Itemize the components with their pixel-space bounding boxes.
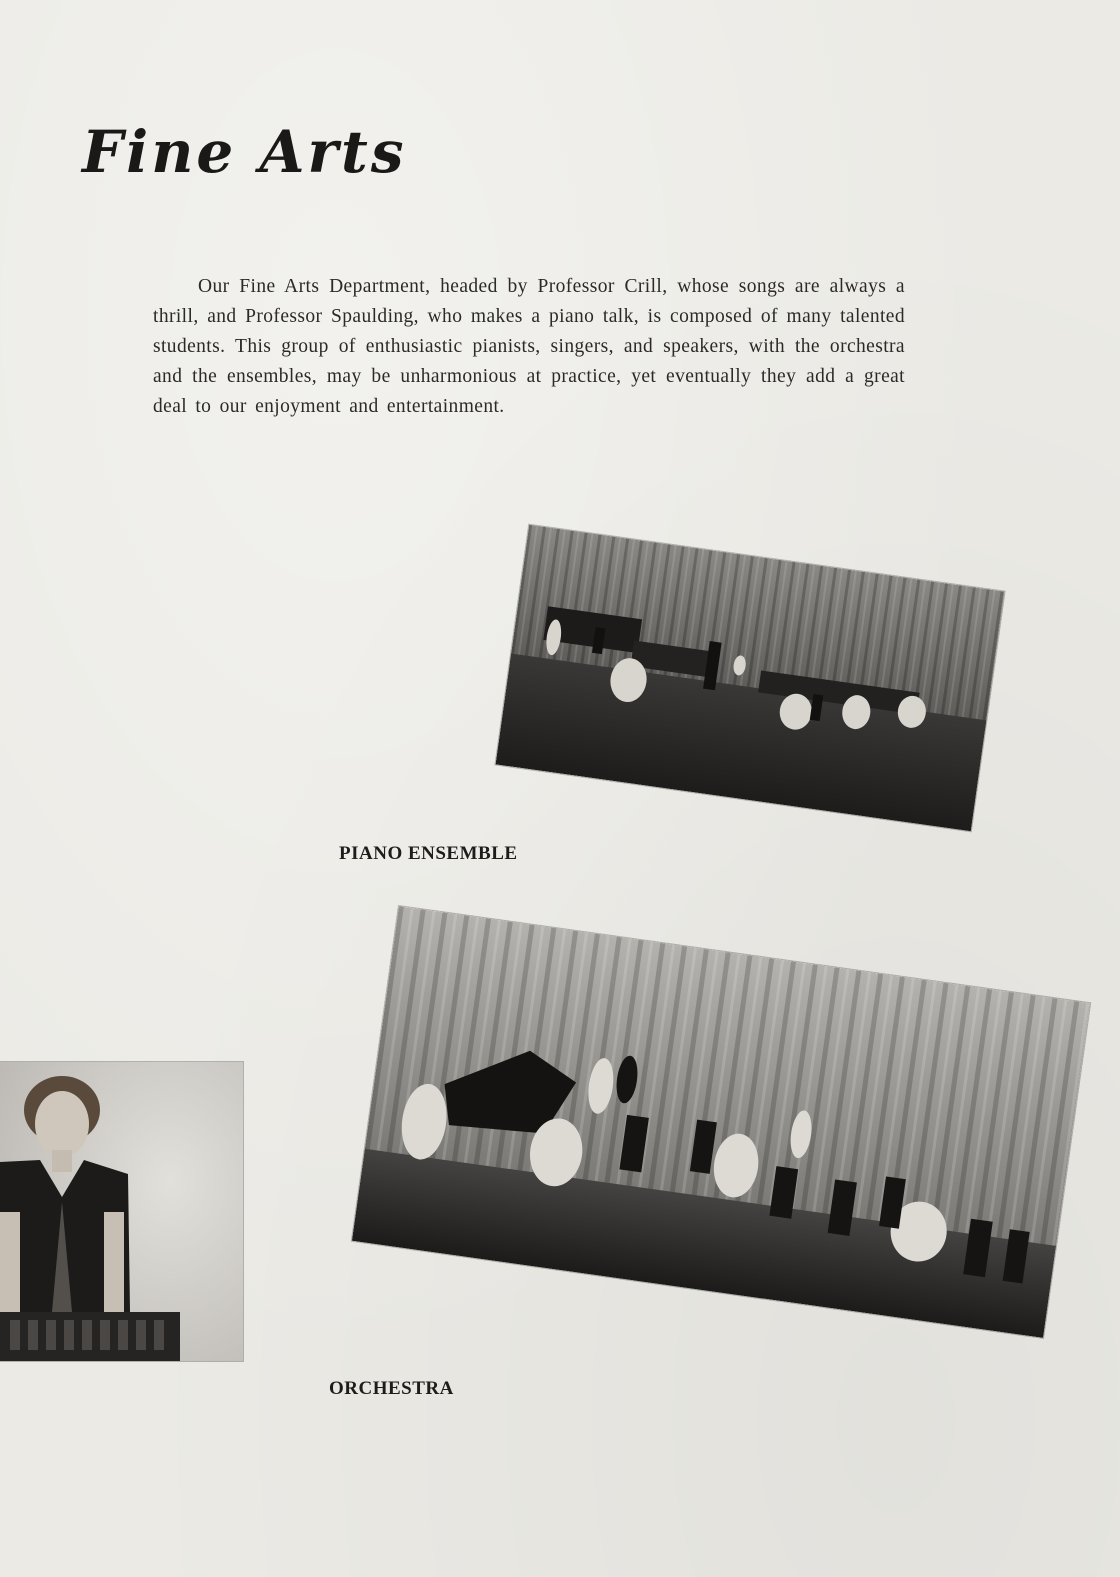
student-portrait-image — [0, 1062, 243, 1361]
intro-paragraph: Our Fine Arts Department, headed by Professor Crill, whose songs are always a thrill, and Professor Spaulding, who makes a piano talk, is composed of many talented students. This group of enthusiastic pianists, singers, and speakers, with the orchestra and the ensembles, may be unharmonious at practice, yet eventually they add a great deal to our enjoyment and entertainment. — [153, 276, 905, 417]
orchestra-caption: ORCHESTRA — [329, 1378, 454, 1399]
piano-ensemble-caption: PIANO ENSEMBLE — [339, 843, 518, 864]
student-portrait-photo — [0, 1062, 243, 1361]
page-title: Fine Arts — [82, 118, 407, 186]
